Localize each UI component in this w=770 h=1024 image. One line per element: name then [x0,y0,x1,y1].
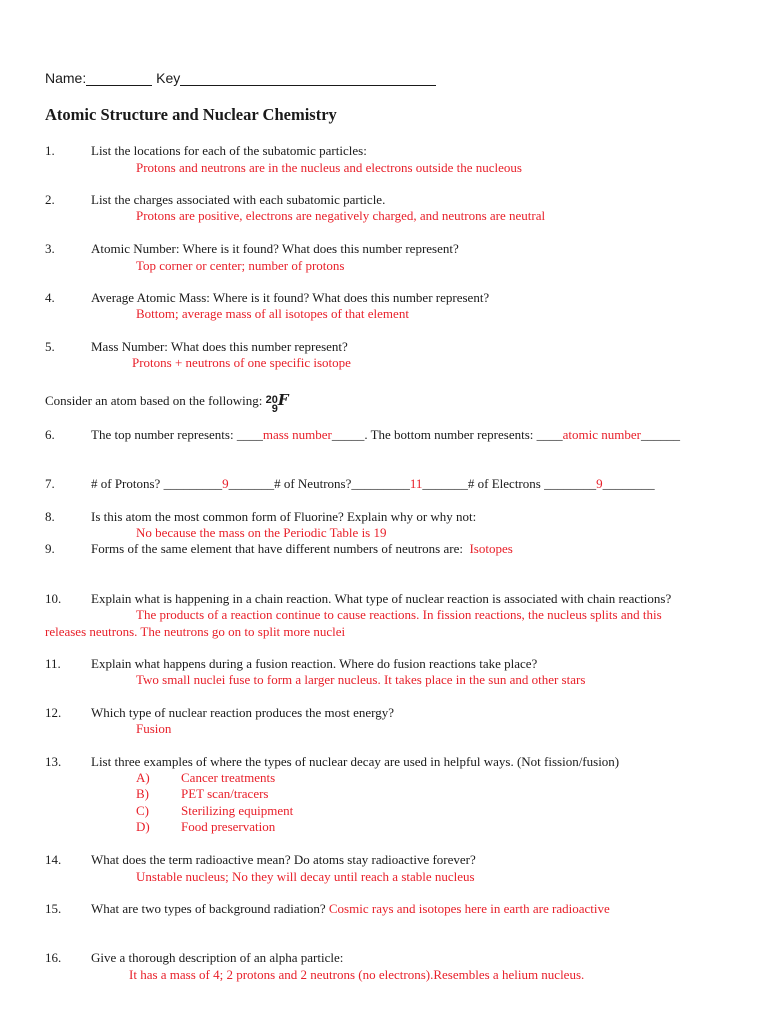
q3-number: 3. [45,241,55,256]
q1-answer: Protons and neutrons are in the nucleus and electrons outside the nucleous [136,160,522,175]
q12-number: 12. [45,705,62,720]
q15-line [91,901,610,917]
q14-question: What does the term radioactive mean? Do atoms stay radioactive forever? [91,852,476,867]
key-label: Key [156,70,181,86]
q7-electrons-answer: 9 [596,476,603,491]
q6-tail: ______ [641,427,680,442]
q7-tail: ________ [602,476,655,491]
q9-line [91,541,513,557]
q10-number: 10. [45,591,62,606]
q4-question: Average Atomic Mass: Where is it found? What does this number represent? [91,290,490,305]
q2-answer: Protons are positive, electrons are negatively charged, and neutrons are neutral [136,208,546,223]
q7-protons-label: # of Protons? _________ [91,476,223,491]
q1-question: List the locations for each of the subatomic particles: [91,143,367,158]
q15-question: What are two types of background radiation? [91,901,326,916]
q13-item-letter: B) [136,786,149,801]
atomic-number: 9 [271,403,278,415]
q15-number: 15. [45,901,62,916]
q12-question: Which type of nuclear reaction produces the most energy? [91,705,394,720]
q11-number: 11. [45,656,61,671]
q12-answer: Fusion [136,721,172,736]
q6-top-answer: mass number [262,427,332,442]
q4-number: 4. [45,290,55,305]
mass-number: 20 [265,394,278,406]
q7-neutrons-answer: 11 [409,476,423,491]
q3-answer: Top corner or center; number of protons [136,258,345,273]
q13-number: 13. [45,754,62,769]
q9-number: 9. [45,541,55,556]
q3-question: Atomic Number: Where is it found? What does this number represent? [91,241,459,256]
q1-number: 1. [45,143,55,158]
element-symbol: F [277,391,289,409]
q13-item-text: PET scan/tracers [181,786,269,801]
q13-item-text: Food preservation [181,819,276,834]
q5-number: 5. [45,339,55,354]
q10-answer-line2: releases neutrons. The neutrons go on to split more nuclei [45,624,346,639]
q13-item-letter: C) [136,803,149,818]
q2-number: 2. [45,192,55,207]
q13-item-text: Cancer treatments [181,770,276,785]
q13-question: List three examples of where the types of nuclear decay are used in helpful ways. (Not fission/fusion) [91,754,620,769]
name-line [45,70,436,86]
q14-number: 14. [45,852,62,867]
key-blank[interactable] [180,71,436,86]
q2-question: List the charges associated with each subatomic particle. [91,192,386,207]
q15-answer: Cosmic rays and isotopes here in earth are radioactive [328,901,610,916]
q6-bottom-answer: atomic number [562,427,641,442]
q10-answer-line1: The products of a reaction continue to cause reactions. In fission reactions, the nucleus splits and this [136,607,662,622]
q5-question: Mass Number: What does this number represent? [91,339,348,354]
q10-question: Explain what is happening in a chain reaction. What type of nuclear reaction is associated with chain reactions? [91,591,672,606]
worksheet-title: Atomic Structure and Nuclear Chemistry [45,105,337,124]
q13-item-letter: A) [136,770,150,785]
q8-number: 8. [45,509,55,524]
q13-item [136,786,268,802]
q7-neutrons-label: _______# of Neutrons?_________ [228,476,410,491]
name-blank[interactable] [86,71,152,86]
consider-line [45,390,289,414]
q9-answer: Isotopes [469,541,513,556]
q7-line [91,476,655,492]
q9-question: Forms of the same element that have different numbers of neutrons are: [91,541,463,556]
q7-protons-answer: 9 [222,476,229,491]
q16-answer: It has a mass of 4; 2 protons and 2 neutrons (no electrons).Resembles a helium nucleus. [129,967,585,982]
name-label: Name: [45,70,87,86]
q11-question: Explain what happens during a fusion reaction. Where do fusion reactions take place? [91,656,538,671]
q13-item [136,770,275,786]
q13-item-text: Sterilizing equipment [181,803,294,818]
q6-number: 6. [45,427,55,442]
q7-electrons-label: _______# of Electrons ________ [422,476,597,491]
q16-question: Give a thorough description of an alpha particle: [91,950,344,965]
q5-answer: Protons + neutrons of one specific isotope [132,355,351,370]
consider-text: Consider an atom based on the following: [45,393,263,408]
q11-answer: Two small nuclei fuse to form a larger nucleus. It takes place in the sun and other stars [136,672,586,687]
q13-item [136,803,293,819]
q13-item-letter: D) [136,819,150,834]
q8-question: Is this atom the most common form of Fluorine? Explain why or why not: [91,509,477,524]
q7-number: 7. [45,476,55,491]
q14-answer: Unstable nucleus; No they will decay until reach a stable nucleus [136,869,475,884]
q13-item [136,819,275,835]
nuclide-notation [266,396,278,414]
q4-answer: Bottom; average mass of all isotopes of that element [136,306,409,321]
q16-number: 16. [45,950,62,965]
q6-line [91,427,680,443]
q8-answer: No because the mass on the Periodic Table is 19 [136,525,387,540]
q6-mid: _____. The bottom number represents: ____ [331,427,563,442]
q6-top-label: The top number represents: ____ [91,427,263,442]
